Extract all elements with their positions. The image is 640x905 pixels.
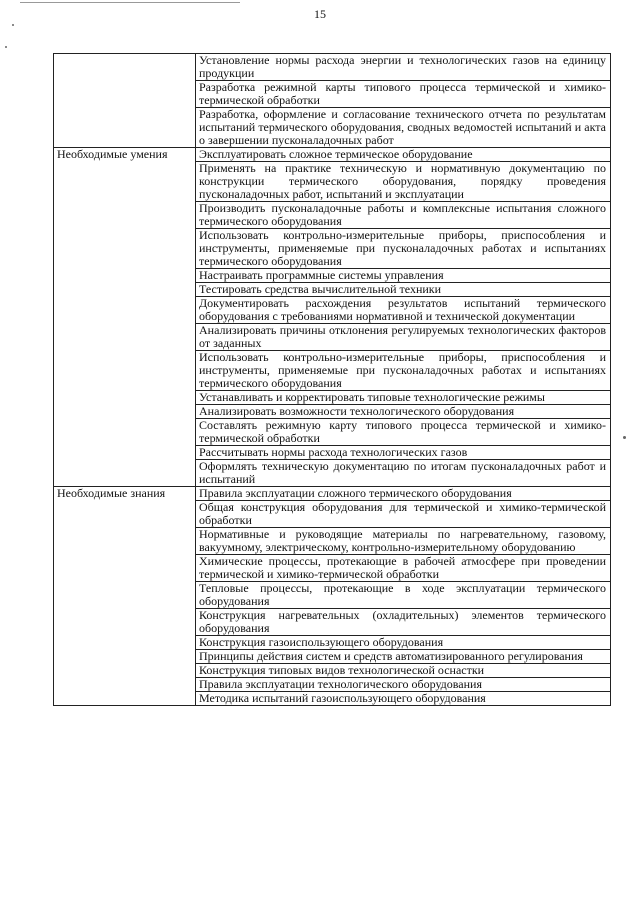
item-description: Конструкция газоиспользующего оборудования [196,636,611,650]
item-description: Правила эксплуатации технологического оборудования [196,678,611,692]
item-description: Конструкция типовых видов технологической оснастки [196,664,611,678]
item-description: Использовать контрольно-измерительные приборы, приспособления и инструменты, применяемые при пусконаладочных работах и испытаниях термического оборудования [196,229,611,269]
table-body [54,54,611,706]
item-description: Эксплуатировать сложное термическое оборудование [196,148,611,162]
item-description: Тепловые процессы, протекающие в ходе эксплуатации термического оборудования [196,582,611,609]
scan-dot [12,24,14,26]
item-description: Общая конструкция оборудования для термической и химико-термической обработки [196,501,611,528]
item-description: Анализировать возможности технологического оборудования [196,405,611,419]
item-description: Использовать контрольно-измерительные приборы, приспособления и инструменты, применяемые при пусконаладочных работах и испытаниях термического оборудования [196,351,611,391]
section-category: Необходимые знания [54,487,196,706]
item-description: Правила эксплуатации сложного термического оборудования [196,487,611,501]
scan-top-line [20,2,240,3]
item-description: Документировать расхождения результатов испытаний термического оборудования с требованиями нормативной и технической документации [196,297,611,324]
section-category: Необходимые умения [54,148,196,487]
item-description: Производить пусконаладочные работы и комплексные испытания сложного термического оборудования [196,202,611,229]
item-description: Методика испытаний газоиспользующего оборудования [196,692,611,706]
item-description: Разработка режимной карты типового процесса термической и химико-термической обработки [196,81,611,108]
competency-table [53,53,611,706]
scan-dot [623,436,626,439]
table-row [54,487,611,501]
scan-dot [5,46,7,48]
item-description: Нормативные и руководящие материалы по нагревательному, газовому, вакуумному, электрическому, контрольно-измерительному оборудованию [196,528,611,555]
item-description: Устанавливать и корректировать типовые технологические режимы [196,391,611,405]
item-description: Разработка, оформление и согласование технического отчета по результатам испытаний термического оборудования, сводных ведомостей испытаний и акта о завершении пусконаладочных работ [196,108,611,148]
item-description: Химические процессы, протекающие в рабочей атмосфере при проведении термической и химико-термической обработки [196,555,611,582]
item-description: Установление нормы расхода энергии и технологических газов на единицу продукции [196,54,611,81]
item-description: Тестировать средства вычислительной техники [196,283,611,297]
item-description: Анализировать причины отклонения регулируемых технологических факторов от заданных [196,324,611,351]
table-row [54,54,611,81]
item-description: Рассчитывать нормы расхода технологических газов [196,446,611,460]
item-description: Оформлять техническую документацию по итогам пусконаладочных работ и испытаний [196,460,611,487]
item-description: Принципы действия систем и средств автоматизированного регулирования [196,650,611,664]
table-row [54,148,611,162]
item-description: Настраивать программные системы управления [196,269,611,283]
item-description: Составлять режимную карту типового процесса термической и химико-термической обработки [196,419,611,446]
page-number: 15 [314,7,326,21]
item-description: Конструкция нагревательных (охладительных) элементов термического оборудования [196,609,611,636]
item-description: Применять на практике техническую и нормативную документацию по конструкции термического оборудования, порядку проведения пусконаладочных работ, испытаний и эксплуатации [196,162,611,202]
section-category [54,54,196,148]
